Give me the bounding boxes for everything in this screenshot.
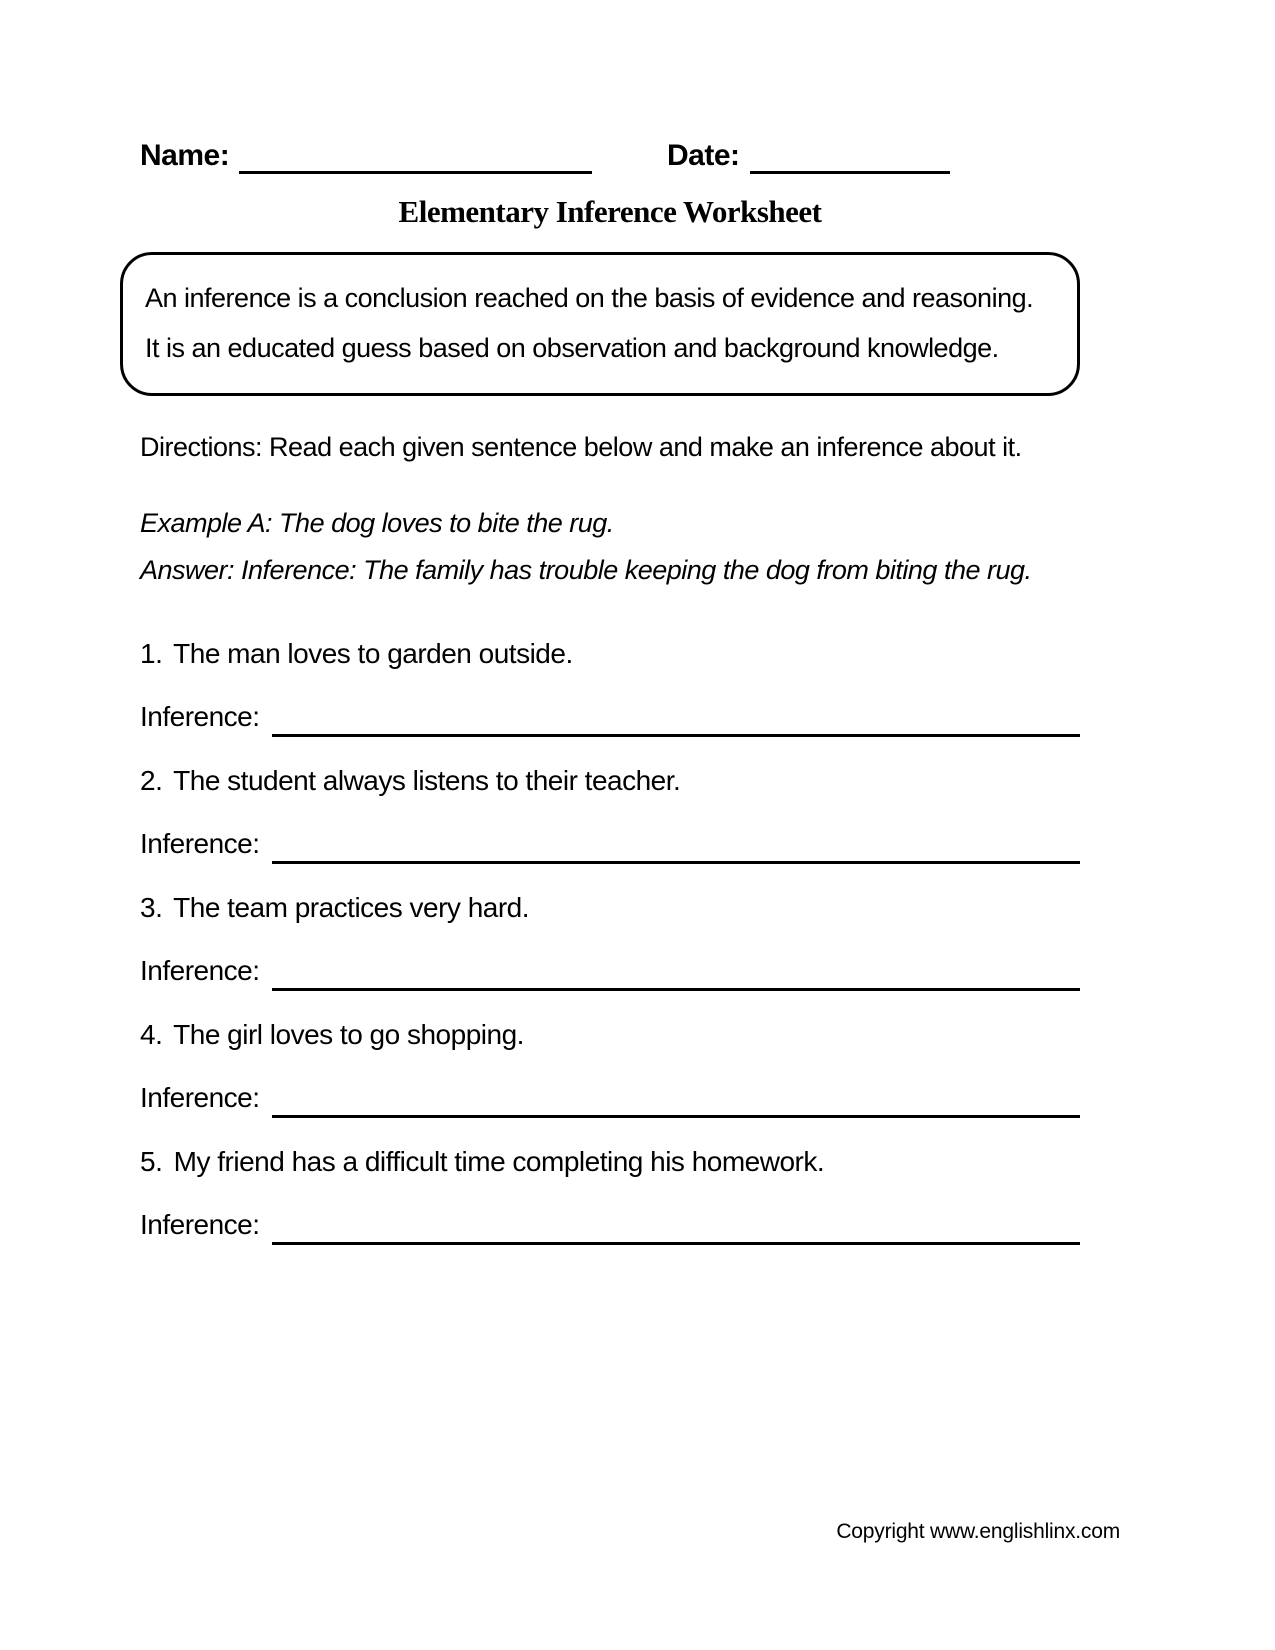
question-number: 4. [140,1019,163,1050]
question-text [140,634,1080,674]
inference-blank-line [272,701,1080,737]
date-label: Date: [667,139,740,172]
question-text [140,1015,1080,1055]
question-sentence: The team practices very hard. [173,892,530,923]
name-blank-line [239,140,592,174]
question-number: 2. [140,765,163,796]
question-number: 3. [140,892,163,923]
question-sentence: The girl loves to go shopping. [173,1019,524,1050]
example-prompt: Example A: The dog loves to bite the rug. [140,508,614,538]
question-sentence: My friend has a difficult time completing his homework. [173,1146,825,1177]
inference-label: Inference: [140,828,260,859]
inference-label: Inference: [140,701,260,732]
question-block-1 [140,634,1080,737]
name-field [140,138,592,174]
inference-blank-line [272,955,1080,991]
inference-blank-line [272,1082,1080,1118]
inference-label: Inference: [140,1082,260,1113]
inference-label: Inference: [140,955,260,986]
inference-label: Inference: [140,1209,260,1240]
question-sentence: The man loves to garden outside. [173,638,573,669]
question-block-5 [140,1142,1080,1245]
example-block [140,500,1080,594]
inference-row [140,1205,1080,1245]
question-text [140,888,1080,928]
question-number: 1. [140,638,163,669]
definition-text: An inference is a conclusion reached on the basis of evidence and reasoning. It is an educated guess based on observation and background knowledge. [145,283,1034,363]
question-block-2 [140,761,1080,864]
inference-row [140,824,1080,864]
inference-row [140,697,1080,737]
inference-row [140,1078,1080,1118]
copyright-text: Copyright www.englishlinx.com [836,1520,1120,1543]
worksheet-title: Elementary Inference Worksheet [398,194,822,229]
example-answer: Answer: Inference: The family has trouble keeping the dog from biting the rug. [140,555,1032,585]
questions-list [140,634,1080,1245]
question-text [140,1142,1080,1182]
inference-blank-line [272,828,1080,864]
inference-row [140,951,1080,991]
date-field [667,138,950,174]
question-block-3 [140,888,1080,991]
date-blank-line [750,140,950,174]
question-sentence: The student always listens to their teacher. [173,765,681,796]
name-label: Name: [140,139,230,172]
inference-blank-line [272,1209,1080,1245]
directions-text: Directions: Read each given sentence below and make an inference about it. [140,432,1022,462]
header-row [140,138,1080,174]
question-block-4 [140,1015,1080,1118]
question-text [140,761,1080,801]
definition-box [120,252,1080,396]
question-number: 5. [140,1146,163,1177]
